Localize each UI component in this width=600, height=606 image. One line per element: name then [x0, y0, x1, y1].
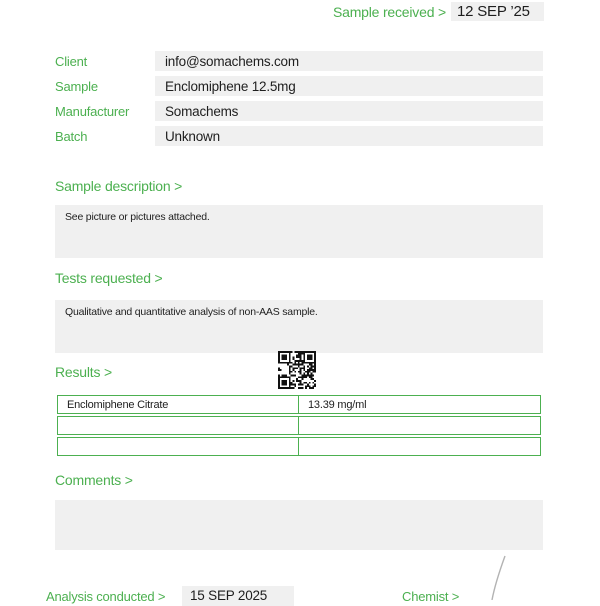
result-value — [299, 417, 540, 434]
signature-stroke-icon — [486, 554, 512, 600]
comments-heading: Comments > — [55, 472, 133, 488]
table-row — [57, 416, 541, 435]
result-substance: Enclomiphene Citrate — [58, 396, 299, 413]
chemist-label: Chemist > — [402, 589, 460, 604]
sample-received-row — [333, 2, 544, 21]
analysis-conducted-label: Analysis conducted > — [46, 589, 166, 604]
result-value: 13.39 mg/ml — [308, 398, 367, 411]
sample-received-label: Sample received > — [333, 3, 446, 20]
field-row-batch — [55, 126, 543, 146]
comments-box — [55, 500, 543, 550]
result-substance — [58, 417, 299, 434]
manufacturer-label: Manufacturer — [55, 103, 130, 119]
table-row — [57, 437, 541, 456]
client-value: info@somachems.com — [155, 51, 543, 71]
sample-received-value: 12 SEP ’25 — [451, 2, 544, 21]
results-heading: Results > — [55, 364, 112, 380]
batch-label: Batch — [55, 128, 88, 144]
manufacturer-value: Somachems — [155, 101, 543, 121]
field-row-manufacturer — [55, 101, 543, 121]
sample-description-heading: Sample description > — [55, 178, 183, 194]
field-row-client — [55, 51, 543, 71]
tests-requested-heading: Tests requested > — [55, 270, 163, 286]
sample-description-box: See picture or pictures attached. — [55, 205, 543, 258]
client-label: Client — [55, 53, 88, 69]
table-row — [57, 395, 541, 414]
analysis-conducted-date: 15 SEP 2025 — [182, 586, 294, 606]
tests-requested-box: Qualitative and quantitative analysis of non-AAS sample. — [55, 300, 543, 353]
batch-value: Unknown — [155, 126, 543, 146]
results-table — [57, 395, 541, 458]
result-substance — [58, 438, 299, 455]
result-value — [299, 438, 540, 455]
sample-label: Sample — [55, 78, 98, 94]
field-row-sample — [55, 76, 543, 96]
qr-code-icon — [276, 351, 318, 389]
sample-value: Enclomiphene 12.5mg — [155, 76, 543, 96]
info-fields — [55, 51, 543, 151]
